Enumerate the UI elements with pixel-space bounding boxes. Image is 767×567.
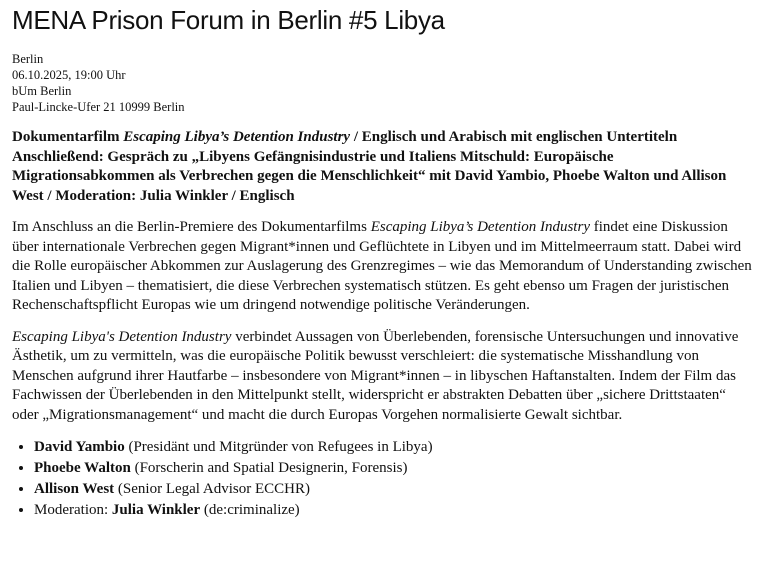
description-paragraph-2 — [12, 328, 755, 426]
event-address: Paul-Lincke-Ufer 21 10999 Berlin — [12, 100, 185, 114]
speaker-item — [34, 458, 755, 479]
lead-film-title: Escaping Libya’s Detention Industry — [123, 129, 351, 145]
p1-film-title: Escaping Libya’s Detention Industry — [370, 219, 590, 235]
event-city: Berlin — [12, 52, 44, 66]
speaker-item — [34, 500, 755, 521]
p1-before: Im Anschluss an die Berlin-Premiere des Dokumentarfilms — [12, 219, 371, 235]
moderation-prefix: Moderation: — [34, 502, 112, 518]
speaker-role: (de:criminalize) — [200, 502, 300, 518]
description-paragraph-1 — [12, 218, 755, 316]
lead-rest: / Englisch und Arabisch mit englischen Untertiteln Anschließend: Gespräch zu „Libyens Gefängnisindustrie und Italiens Mitschuld: Europäische Migrationsabkommen als Verbrechen gegen die Menschlichkeit“ mit David Yambio, Phoebe Walton und Allison West / Moderation: Julia Winkler / Englisch — [12, 129, 727, 204]
page-title: MENA Prison Forum in Berlin #5 Libya — [12, 5, 445, 35]
speaker-role: (Forscherin and Spatial Designerin, Forensis) — [130, 460, 408, 476]
speaker-list — [12, 437, 755, 521]
event-datetime: 06.10.2025, 19:00 Uhr — [12, 68, 126, 82]
event-meta — [12, 51, 755, 115]
speaker-name: Julia Winkler — [111, 502, 201, 518]
p2-after: verbindet Aussagen von Überlebenden, forensische Untersuchungen und innovative Ästhetik, um zu vermitteln, was die europäische Politik bewusst verschleiert: die systematische Misshandlung von Menschen aufgrund ihrer Hautfarbe – insbesondere von Migrant*innen – in libyschen Haftanstalten. Indem der Film das Fachwissen der Überlebenden in den Mittelpunkt stellt, widerspricht er abstrakten Debatten über „sichere Drittstaaten“ oder „Migrationsmanagement“ und macht die durch Europas Vorgehen normalisierte Gewalt sichtbar. — [12, 328, 739, 423]
speaker-name: David Yambio — [34, 439, 125, 455]
lead-film-prefix: Dokumentarfilm — [12, 129, 124, 145]
lead-paragraph — [12, 128, 755, 206]
p1-after: findet eine Diskussion über internationale Verbrechen gegen Migrant*innen und Geflüchtete in Libyen und im Mittelmeerraum statt. Dabei wird die Rolle europäischer Abkommen zur Auslagerung des Grenzregimes – wie das Memorandum of Understanding zwischen Italien und Libyen – thematisiert, die diese Verbrechen systematisch stützen. Es geht ebenso um Fragen der juristischen Rechenschaftspflicht Europas wie um dringend notwendige politische Veränderungen. — [12, 219, 752, 313]
p2-film-title: Escaping Libya's Detention Industry — [12, 328, 232, 345]
speaker-role: (Presidänt und Mitgründer von Refugees in Libya) — [124, 439, 433, 455]
event-venue: bUm Berlin — [12, 84, 72, 98]
speaker-name: Allison West — [34, 481, 115, 497]
speaker-role: (Senior Legal Advisor ECCHR) — [114, 481, 310, 497]
speaker-item — [34, 437, 755, 458]
speaker-name: Phoebe Walton — [34, 460, 131, 476]
speaker-item — [34, 479, 755, 500]
